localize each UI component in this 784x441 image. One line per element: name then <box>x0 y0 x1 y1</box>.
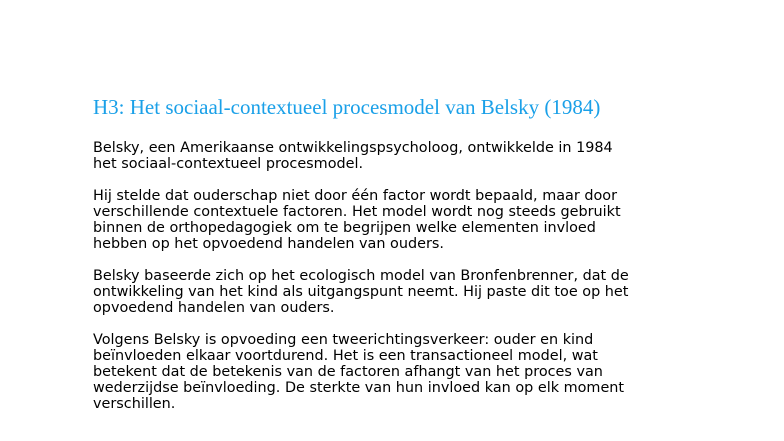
paragraph-transactional-model <box>93 332 733 412</box>
text-line: ontwikkeling van het kind als uitgangspunt neemt. Hij paste dit toe op het <box>93 284 629 300</box>
text-line: het sociaal-contextueel procesmodel. <box>93 156 364 172</box>
paragraph-bronfenbrenner <box>93 268 733 316</box>
text-line: verschillen. <box>93 396 176 412</box>
text-line: Volgens Belsky is opvoeding een tweerichtingsverkeer: ouder en kind <box>93 332 594 348</box>
text-line: hebben op het opvoedend handelen van ouders. <box>93 236 444 252</box>
text-line: beïnvloeden elkaar voortdurend. Het is een transactioneel model, wat <box>93 348 598 364</box>
body-text <box>93 140 733 428</box>
text-line: binnen de orthopedagogiek om te begrijpen welke elementen invloed <box>93 220 596 236</box>
text-line: Belsky, een Amerikaanse ontwikkelingspsycholoog, ontwikkelde in 1984 <box>93 140 613 156</box>
text-line: Belsky baseerde zich op het ecologisch model van Bronfenbrenner, dat de <box>93 268 629 284</box>
text-line: opvoedend handelen van ouders. <box>93 300 335 316</box>
paragraph-parenthood-factors <box>93 188 733 252</box>
text-line: betekent dat de betekenis van de factoren afhangt van het proces van <box>93 364 603 380</box>
text-line: verschillende contextuele factoren. Het model wordt nog steeds gebruikt <box>93 204 621 220</box>
section-heading: H3: Het sociaal-contextueel procesmodel van Belsky (1984) <box>93 95 601 119</box>
paragraph-intro <box>93 140 733 172</box>
text-line: Hij stelde dat ouderschap niet door één factor wordt bepaald, maar door <box>93 188 618 204</box>
text-line: wederzijdse beïnvloeding. De sterkte van hun invloed kan op elk moment <box>93 380 625 396</box>
